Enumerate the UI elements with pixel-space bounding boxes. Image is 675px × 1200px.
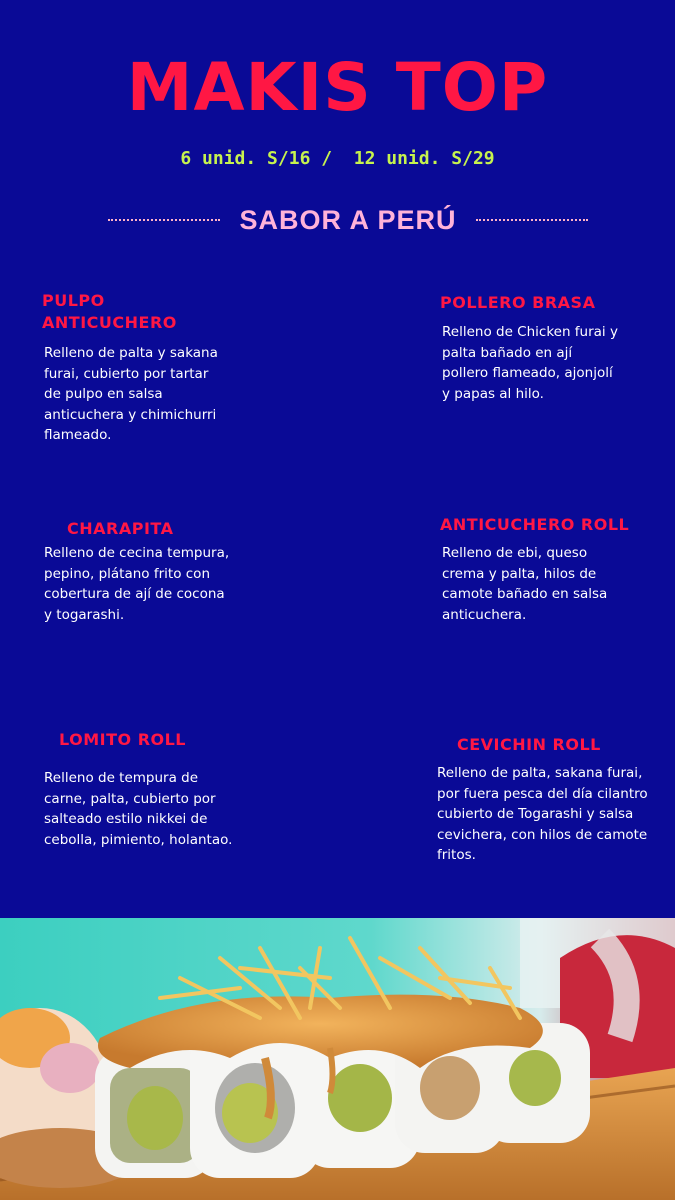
- menu-item-pulpo-anticuchero: [42, 290, 242, 446]
- menu-item-name: PULPO ANTICUCHERO: [42, 291, 177, 332]
- menu-item-description: Relleno de palta, sakana furai, por fuera pesca del día cilantro cubierto de Togarashi y salsa cevichera, con hilos de camote fritos.: [437, 765, 648, 863]
- menu-item-name: ANTICUCHERO ROLL: [440, 515, 630, 534]
- menu-item-description: Relleno de ebi, queso crema y palta, hilos de camote bañado en salsa anticuchera.: [442, 545, 608, 623]
- menu-item-description: Relleno de cecina tempura, pepino, plátano frito con cobertura de ají de cocona y togarashi.: [44, 545, 230, 623]
- menu-item-description: Relleno de palta y sakana furai, cubierto por tartar de pulpo en salsa anticuchera y chimichurri flameado.: [44, 345, 218, 443]
- menu-item-name: POLLERO BRASA: [440, 293, 596, 312]
- menu-item-pollero-brasa: [440, 292, 660, 404]
- menu-item-name: CHARAPITA: [67, 519, 174, 538]
- sushi-illustration: [0, 918, 675, 1200]
- price-line: 6 unid. S/16 / 12 unid. S/29: [180, 148, 495, 169]
- menu-item-name: CEVICHIN ROLL: [457, 735, 601, 754]
- menu-item-anticuchero-roll: [440, 514, 670, 625]
- page-title: MAKIS TOP: [126, 49, 549, 126]
- section-header: [108, 200, 588, 240]
- right-dotted-divider: [476, 219, 588, 221]
- menu-item-charapita: [44, 518, 254, 625]
- menu-item-lomito-roll: [44, 729, 254, 850]
- menu-item-name: LOMITO ROLL: [59, 730, 186, 749]
- left-dotted-divider: [108, 219, 220, 221]
- menu-item-description: Relleno de Chicken furai y palta bañado en ají pollero flameado, ajonjolí y papas al hilo.: [442, 324, 618, 402]
- section-title: SABOR A PERÚ: [239, 204, 457, 235]
- menu-item-cevichin-roll: [437, 734, 667, 866]
- sushi-photo: [0, 918, 675, 1200]
- menu-item-description: Relleno de tempura de carne, palta, cubierto por salteado estilo nikkei de cebolla, pimiento, holantao.: [44, 770, 233, 848]
